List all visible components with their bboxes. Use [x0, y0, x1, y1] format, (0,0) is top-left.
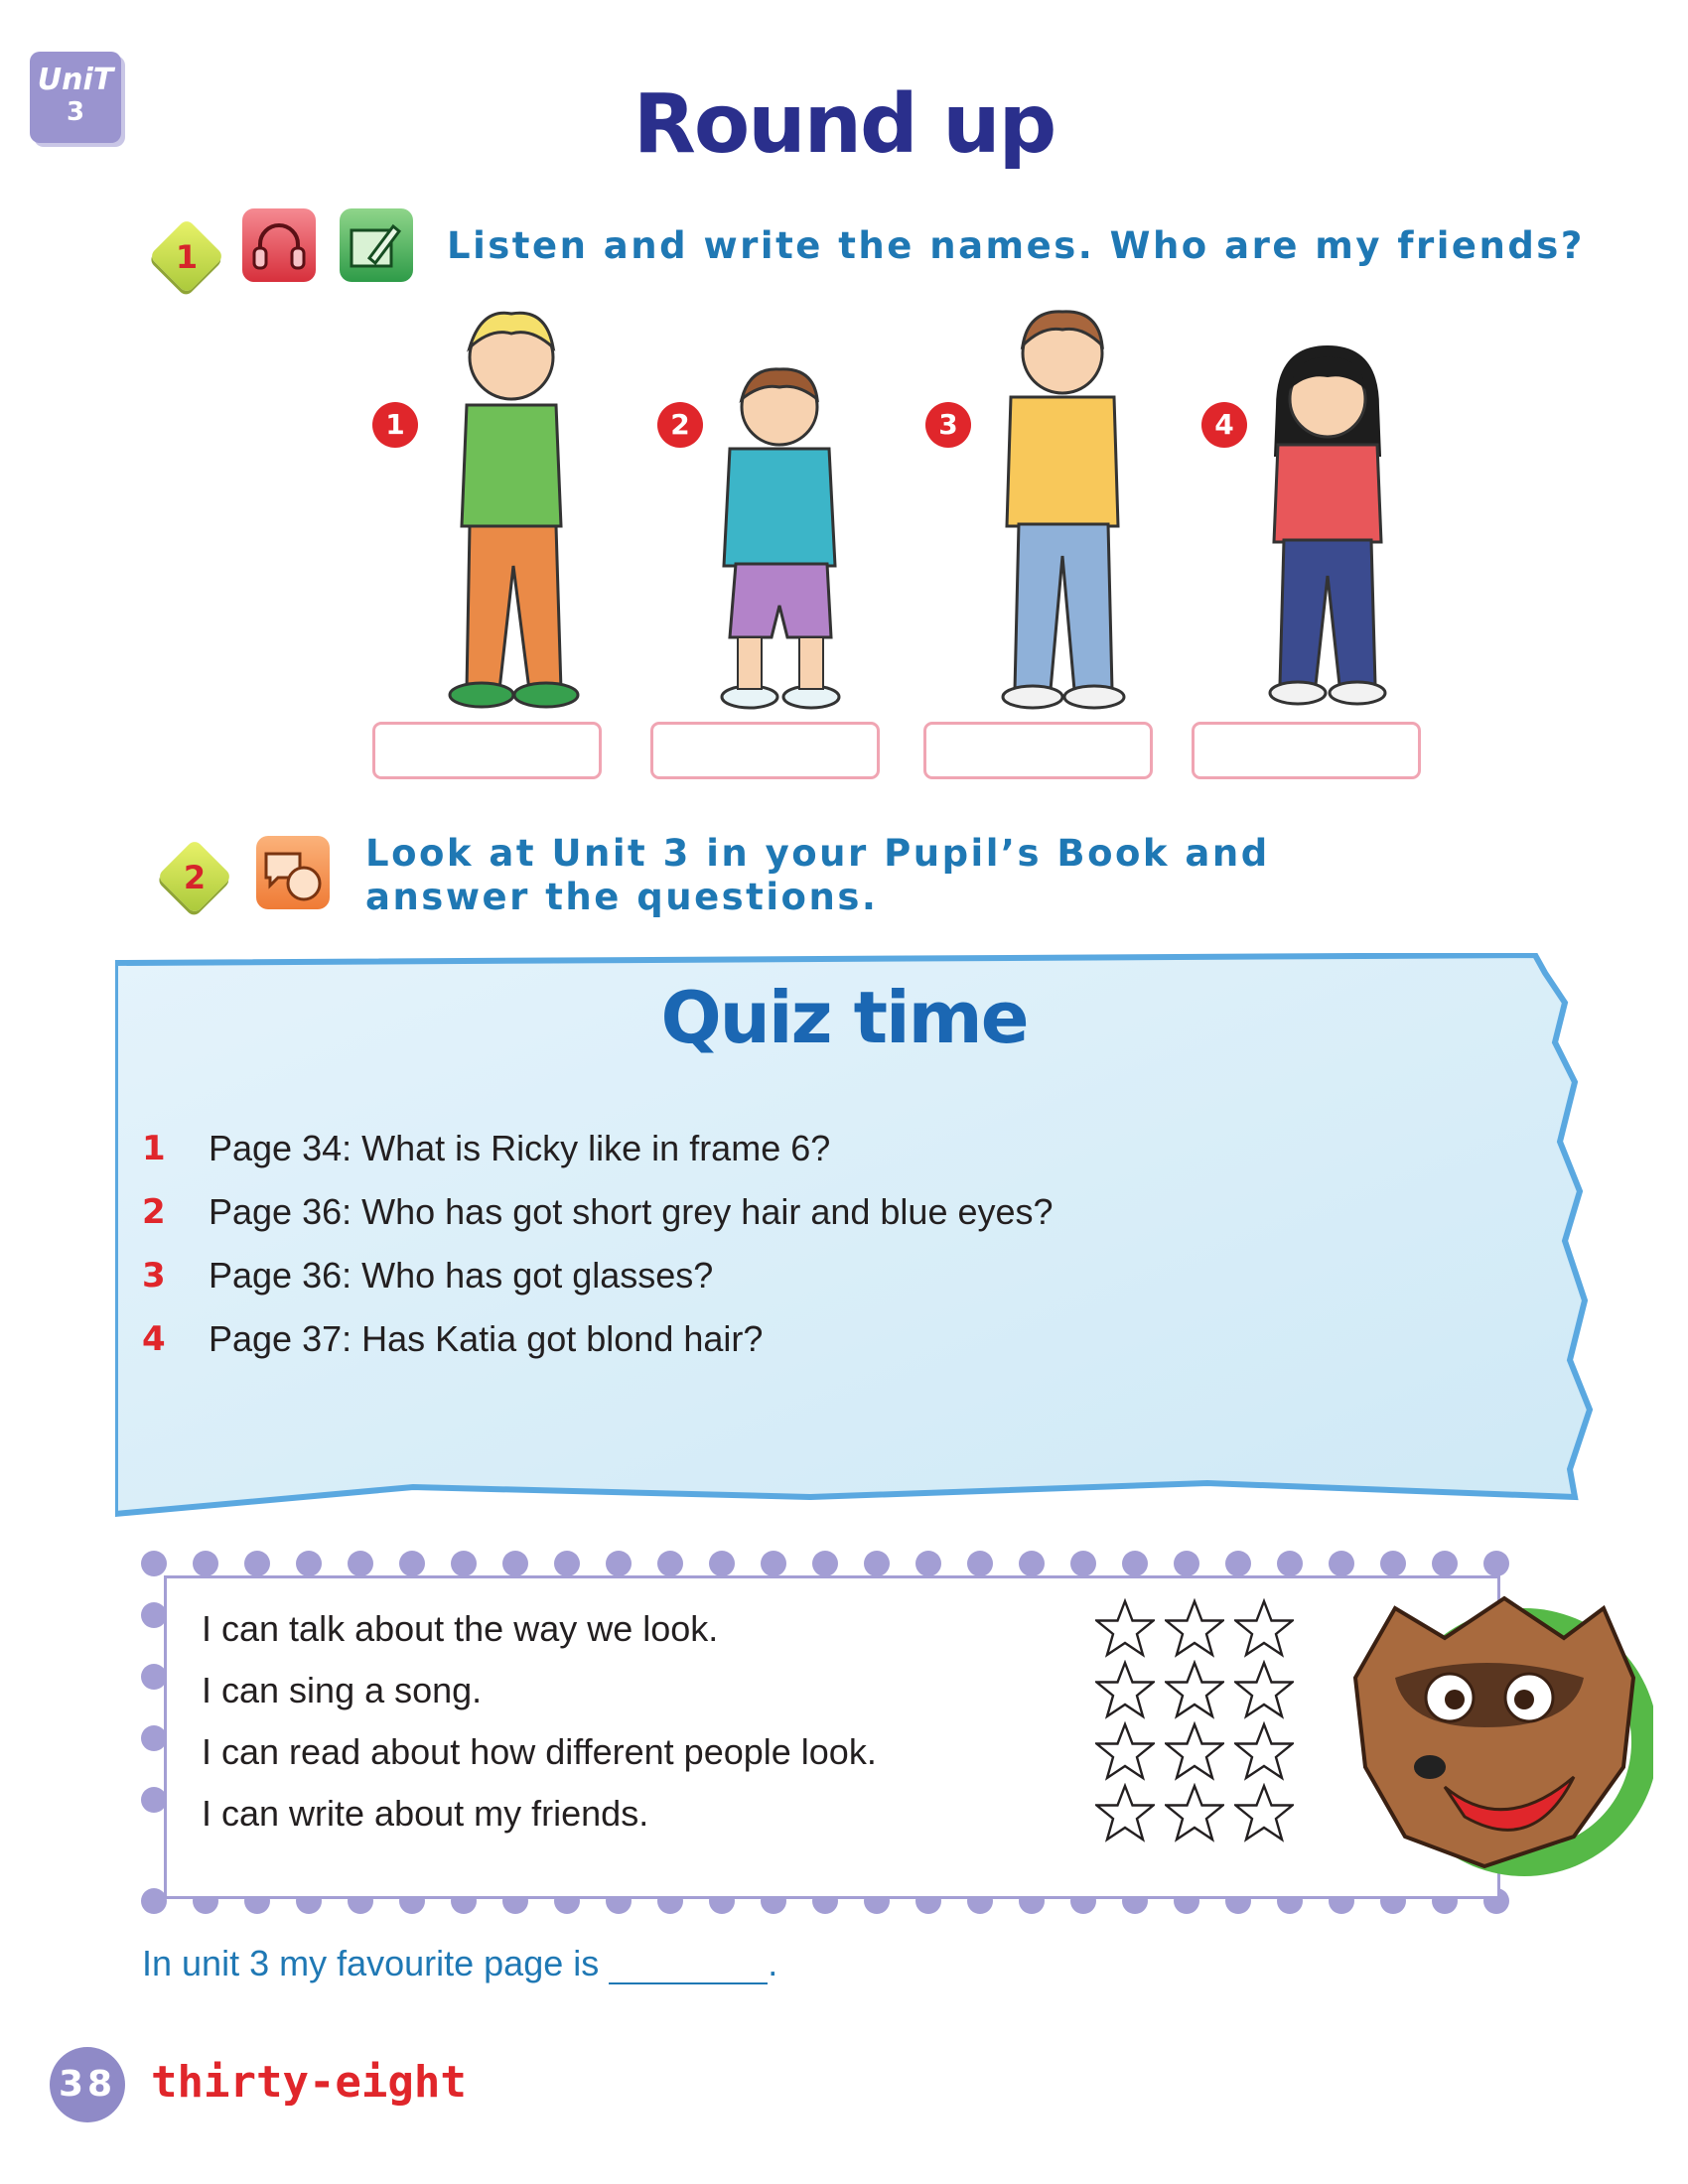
can-do-list: [202, 1598, 1095, 1844]
star-rating-icon[interactable]: [1165, 1721, 1224, 1781]
question-number: 1: [142, 1129, 166, 1168]
question-number: 3: [142, 1256, 166, 1296]
quiz-question: [142, 1307, 1433, 1371]
border-dot: [967, 1551, 993, 1576]
instruction-line-2: answer the questions.: [365, 876, 879, 918]
page-number-badge: 38: [50, 2047, 125, 2122]
border-dot: [193, 1551, 218, 1576]
star-rating-icon[interactable]: [1165, 1598, 1224, 1658]
border-dot: [1277, 1551, 1303, 1576]
kid-3: [923, 298, 1152, 715]
star-rating-icon[interactable]: [1234, 1721, 1294, 1781]
border-dot: [761, 1551, 786, 1576]
border-dot: [399, 1551, 425, 1576]
border-dot: [1070, 1551, 1096, 1576]
can-do-item: I can sing a song.: [202, 1670, 483, 1710]
boy-tall-figure: [963, 298, 1152, 715]
border-dot: [1174, 1551, 1199, 1576]
page-title: Round up: [633, 77, 1055, 172]
star-rating-icon[interactable]: [1234, 1783, 1294, 1843]
question-text: Page 37: Has Katia got blond hair?: [209, 1318, 764, 1359]
border-dot: [348, 1551, 373, 1576]
page-number-word: thirty-eight: [151, 2057, 467, 2108]
border-dot: [502, 1551, 528, 1576]
boy-brown-hair-figure: [690, 357, 869, 715]
can-do-item: I can write about my friends.: [202, 1793, 649, 1834]
star-rating-icon[interactable]: [1234, 1660, 1294, 1719]
favourite-end: .: [768, 1943, 778, 1983]
boy-blond-figure: [412, 298, 601, 715]
kid-number: 2: [657, 402, 703, 448]
quiz-question: [142, 1180, 1433, 1244]
quiz-question: [142, 1117, 1433, 1180]
border-dot: [1019, 1551, 1045, 1576]
unit-tab-number: 3: [66, 97, 85, 127]
name-field[interactable]: [372, 722, 602, 779]
question-text: Page 36: Who has got short grey hair and blue eyes?: [209, 1191, 1054, 1232]
border-dot: [1225, 1551, 1251, 1576]
raccoon-mascot: [1336, 1569, 1653, 1896]
name-field[interactable]: [650, 722, 880, 779]
kid-2: [650, 298, 879, 715]
quiz-question: [142, 1244, 1433, 1307]
star-rating-icon[interactable]: [1165, 1783, 1224, 1843]
kid-number: 1: [372, 402, 418, 448]
border-dot: [244, 1551, 270, 1576]
border-dot: [606, 1551, 632, 1576]
name-field[interactable]: [923, 722, 1153, 779]
question-number: 2: [142, 1192, 166, 1232]
favourite-page-blank[interactable]: [609, 1953, 768, 1984]
star-rating-icon[interactable]: [1234, 1598, 1294, 1658]
speech-bubbles-icon: [256, 836, 330, 909]
border-dot: [812, 1551, 838, 1576]
favourite-page-prompt: [142, 1943, 777, 1984]
border-dot: [554, 1551, 580, 1576]
girl-figure: [1236, 338, 1415, 715]
exercise-2-number: 2: [183, 859, 207, 896]
border-dot: [709, 1551, 735, 1576]
exercise-2-instruction: [365, 832, 1270, 919]
star-rating-icon[interactable]: [1095, 1721, 1155, 1781]
exercise-1-instruction: Listen and write the names. Who are my friends?: [447, 224, 1585, 267]
star-rating-icon[interactable]: [1095, 1660, 1155, 1719]
star-rating-icon[interactable]: [1165, 1660, 1224, 1719]
border-dot: [296, 1551, 322, 1576]
pencil-icon: [340, 208, 413, 282]
favourite-prompt-text: In unit 3 my favourite page is: [142, 1943, 600, 1983]
kid-number: 4: [1201, 402, 1247, 448]
unit-tab-label: UniT: [37, 63, 114, 97]
exercise-1-number: 1: [175, 238, 199, 276]
can-do-item: I can talk about the way we look.: [202, 1608, 719, 1649]
kid-1: [372, 298, 601, 715]
kid-4: [1196, 298, 1425, 715]
border-dot: [657, 1551, 683, 1576]
border-dot: [864, 1551, 890, 1576]
can-do-box: [164, 1575, 1500, 1899]
quiz-title: Quiz time: [660, 976, 1028, 1059]
star-rating-icon[interactable]: [1095, 1598, 1155, 1658]
instruction-line-1: Look at Unit 3 in your Pupil’s Book and: [365, 832, 1270, 875]
can-do-item: I can read about how different people look.: [202, 1731, 877, 1772]
question-number: 4: [142, 1319, 166, 1359]
headphones-icon: [242, 208, 316, 282]
kid-number: 3: [925, 402, 971, 448]
star-rating-icon[interactable]: [1095, 1783, 1155, 1843]
question-text: Page 34: What is Ricky like in frame 6?: [209, 1128, 831, 1168]
border-dot: [1122, 1551, 1148, 1576]
border-dot: [915, 1551, 941, 1576]
name-field[interactable]: [1192, 722, 1421, 779]
question-text: Page 36: Who has got glasses?: [209, 1255, 714, 1296]
quiz-questions: [142, 1117, 1433, 1371]
border-dot: [141, 1551, 167, 1576]
border-dot: [451, 1551, 477, 1576]
